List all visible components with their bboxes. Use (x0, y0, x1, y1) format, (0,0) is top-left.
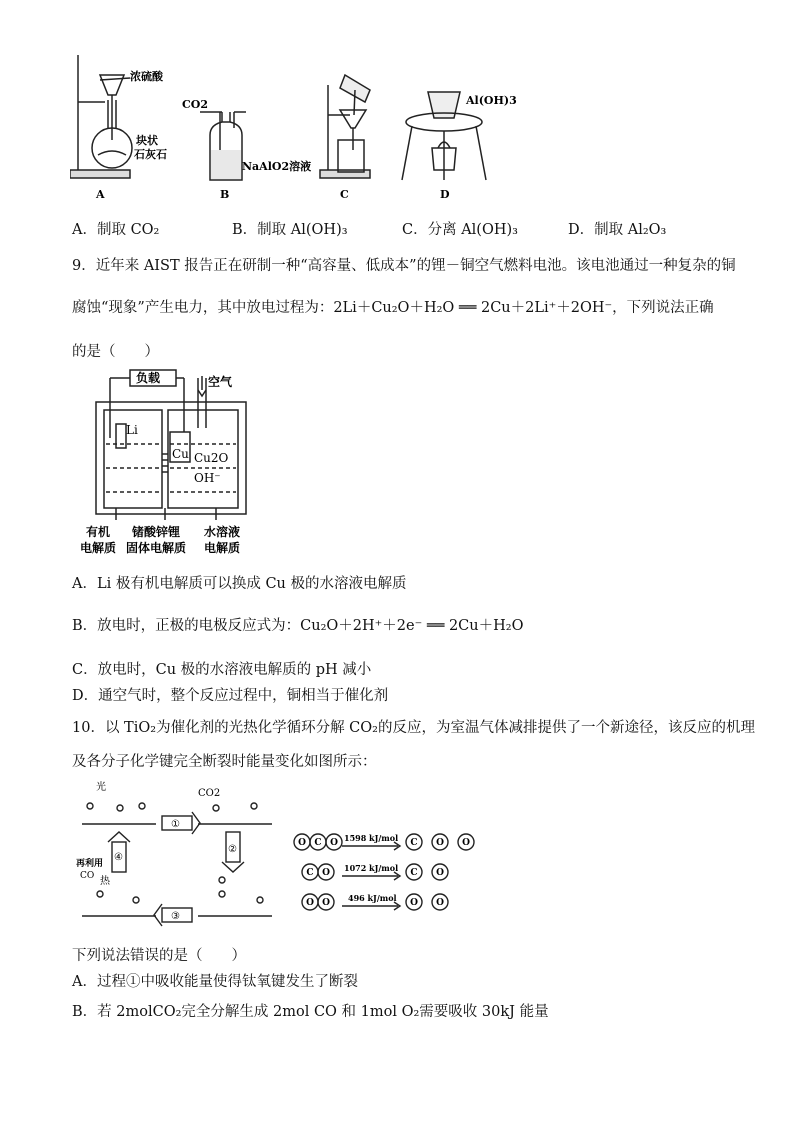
label-a: A (96, 188, 105, 201)
label-organic-1: 有机 (86, 525, 111, 539)
label-d: D (440, 188, 450, 201)
label-co2: CO2 (182, 98, 208, 111)
q10-ask: 下列说法错误的是（ ） (72, 948, 246, 964)
q8-option-c: C．分离 Al(OH)₃ (402, 222, 518, 238)
label-li: Li (126, 423, 138, 437)
q10-stem-line1: 10．以 TiO₂为催化剂的光热化学循环分解 CO₂的反应，为室温气体减排提供了一个新途径，该反应的机理 (72, 720, 755, 736)
svg-text:C: C (314, 838, 322, 848)
label-reuse-2: CO (80, 871, 95, 881)
svg-text:O: O (436, 838, 444, 848)
svg-text:O: O (462, 838, 470, 848)
label-load: 负载 (136, 371, 161, 385)
label-aloh3: Al(OH)3 (466, 94, 517, 107)
label-oh: OH⁻ (194, 471, 221, 485)
svg-text:C: C (410, 868, 418, 878)
label-step1: ① (171, 819, 180, 830)
q9-option-c: C．放电时，Cu 极的水溶液电解质的 pH 减小 (72, 662, 372, 678)
label-b: B (220, 188, 230, 201)
label-limestone-1: 块状 (136, 134, 158, 147)
q9-stem-line1: 9．近年来 AIST 报告正在研制一种“高容量、低成本”的锂－铜空气燃料电池。该电池通过一种复杂的铜 (72, 258, 736, 274)
label-organic-2: 电解质 (80, 541, 117, 555)
battery-figure (80, 368, 260, 564)
mechanism-figure (76, 776, 286, 936)
label-step3: ③ (171, 911, 180, 922)
apparatus-a (70, 55, 132, 178)
q8-option-d: D．制取 Al₂O₃ (568, 222, 667, 238)
label-solid-2: 固体电解质 (126, 541, 187, 555)
label-step2: ② (228, 844, 237, 855)
label-co2-in: CO2 (198, 788, 221, 799)
label-conc-acid: 浓硫酸 (130, 70, 163, 83)
label-aqueous-1: 水溶液 (204, 525, 241, 539)
label-naalo2: NaAlO2溶液 (242, 160, 312, 173)
q9-stem-line3: 的是（ ） (72, 344, 159, 360)
label-air: 空气 (208, 375, 233, 389)
label-limestone-2: 石灰石 (134, 148, 167, 161)
label-reuse-1: 再利用 (76, 859, 104, 869)
label-aqueous-2: 电解质 (204, 541, 241, 555)
q9-option-d: D．通空气时，整个反应过程中，铜相当于催化剂 (72, 688, 389, 704)
svg-text:C: C (306, 868, 314, 878)
svg-text:O: O (298, 838, 306, 848)
apparatus-c (320, 75, 370, 178)
label-energy-co: 1072 kJ/mol (344, 863, 399, 873)
q8-option-a: A．制取 CO₂ (72, 222, 160, 238)
label-step4: ④ (114, 852, 123, 863)
svg-text:O: O (322, 898, 330, 908)
svg-text:O: O (410, 898, 418, 908)
svg-text:O: O (322, 868, 330, 878)
q10-option-b: B．若 2molCO₂完全分解生成 2mol CO 和 1mol O₂需要吸收 30kJ 能量 (72, 1004, 549, 1020)
label-c: C (340, 188, 349, 201)
label-cu2o: Cu2O (194, 451, 229, 465)
bond-energy-figure (290, 826, 490, 922)
q10-option-a: A．过程①中吸收能量使得钛氧键发生了断裂 (72, 974, 358, 990)
svg-text:O: O (330, 838, 338, 848)
label-energy-co2: 1598 kJ/mol (344, 833, 399, 843)
svg-text:O: O (306, 898, 314, 908)
q8-option-b: B．制取 Al(OH)₃ (232, 222, 348, 238)
q9-option-a: A．Li 极有机电解质可以换成 Cu 极的水溶液电解质 (72, 576, 407, 592)
q10-stem-line2: 及各分子化学键完全断裂时能量变化如图所示： (72, 754, 377, 770)
svg-text:O: O (436, 898, 444, 908)
label-solid-1: 锗酸锌锂 (132, 525, 181, 539)
q9-option-b: B．放电时，正极的电极反应式为：Cu₂O＋2H⁺＋2e⁻ ══ 2Cu＋H₂O (72, 618, 524, 634)
svg-text:C: C (410, 838, 418, 848)
apparatus-figure (70, 40, 690, 210)
apparatus-b (200, 112, 246, 180)
label-energy-o2: 496 kJ/mol (348, 893, 397, 903)
q9-stem-line2: 腐蚀“现象”产生电力，其中放电过程为：2Li＋Cu₂O＋H₂O ══ 2Cu＋2Li⁺＋2OH⁻，下列说法正确 (72, 300, 714, 316)
label-cu: Cu (172, 447, 189, 461)
label-light: 光 (96, 782, 106, 793)
label-heat: 热 (100, 876, 110, 887)
svg-text:O: O (436, 868, 444, 878)
